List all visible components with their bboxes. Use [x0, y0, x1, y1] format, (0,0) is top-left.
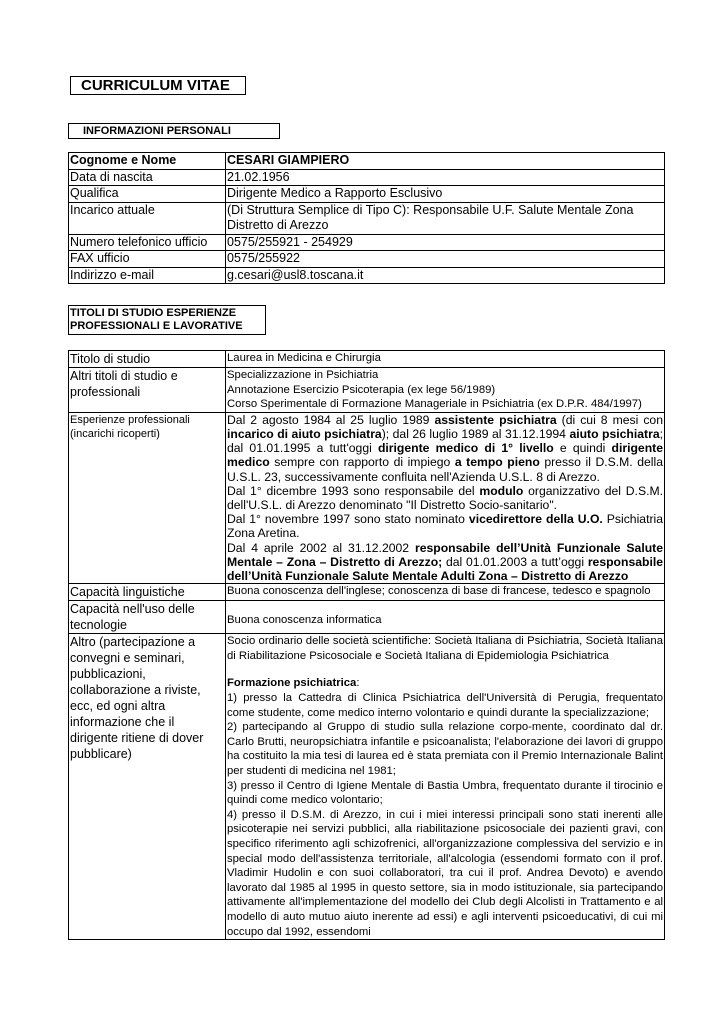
row-value: 21.02.1956 [226, 169, 665, 186]
row-label: Capacità nell'uso delle tecnologie [69, 601, 226, 634]
table-row [69, 267, 665, 284]
row-label: Cognome e Nome [69, 153, 226, 170]
list-item: 4) presso il D.S.M. di Arezzo, in cui i miei interessi principali sono stati inerenti alle psicoterapie nei servizi pubblici, alla riabilitazione psicosociale dei pazienti gravi, con specifico riferimento agli schizofrenici, all'organizzazione complessiva del servizio e in special modo dell'assistenza territoriale, all'alcologia (essendomi formato con il prof. Vladimir Hudolin e con suoi collaboratori, tra cui il prof. Andrea Devoto) e avendo lavorato dal 1985 al 1995 in questo settore, sia in modo istituzionale, sia partecipando attivamente all'implementazione del modello dei Club degli Alcolisti in Trattamento e al modello di auto mutuo aiuto inerente ad essi) e agli interventi psicoeducativi, di cui mi occupo dal 1992, essendomi [227, 808, 663, 938]
row-value [226, 601, 665, 634]
row-label: Esperienze professionali (incarichi ricoperti) [69, 412, 226, 583]
list-item: 2) partecipando al Gruppo di studio sulla relazione corpo-mente, coordinato dal dr. Carlo Brutti, neuropsichiatra infantile e psicoanalista; l'elaborazione dei lavori di gruppo ha costituito la mia tesi di laurea ed è stata premiata con il Premio Internazionale Balint per studenti di medicina nel 1981; [227, 721, 663, 777]
row-value: 0575/255921 - 254929 [226, 234, 665, 251]
row-label: Capacità linguistiche [69, 584, 226, 601]
row-label: Qualifica [69, 186, 226, 203]
table-row [69, 368, 665, 413]
row-label: Altri titoli di studio e professionali [69, 368, 226, 413]
row-value: Laurea in Medicina e Chirurgia [226, 351, 665, 368]
personal-info-table [68, 152, 665, 284]
titoli-heading [68, 305, 266, 335]
experience-paragraph: Dal 1° dicembre 1993 sono responsabile del modulo organizzativo del D.S.M. dell'U.S.L. di Arezzo denominato "Il Distretto Socio-sanitario". [227, 483, 663, 512]
row-value: CESARI GIAMPIERO [226, 153, 665, 170]
row-value: Dirigente Medico a Rapporto Esclusivo [226, 186, 665, 203]
row-value: (Di Struttura Semplice di Tipo C): Responsabile U.F. Salute Mentale Zona Distretto di Arezzo [226, 202, 665, 234]
titoli-table [68, 350, 665, 940]
list-item: 3) presso il Centro di Igiene Mentale di Bastia Umbra, frequentato durante il tirocinio e quindi come medico volontario; [227, 779, 663, 807]
experience-paragraph: Dal 2 agosto 1984 al 25 luglio 1989 assistente psichiatra (di cui 8 mesi con incarico di aiuto psichiatra); dal 26 luglio 1989 al 31.12.1994 aiuto psichiatra; dal 01.01.1995 a tutt'oggi dirigente medico di 1° livello e quindi dirigente medico sempre con rapporto di impiego a tempo pieno presso il D.S.M. della U.S.L. 23, successivamente confluita nell'Azienda U.S.L. 8 di Arezzo. [227, 412, 663, 484]
list-item: Specializzazione in Psichiatria [227, 369, 379, 381]
table-row [69, 412, 665, 583]
row-label: Titolo di studio [69, 351, 226, 368]
personal-info-heading: INFORMAZIONI PERSONALI [68, 123, 280, 139]
table-row [69, 234, 665, 251]
table-row [69, 351, 665, 368]
formazione-heading: Formazione psichiatrica: [227, 677, 360, 690]
table-row [69, 186, 665, 203]
tech-value: Buona conoscenza informatica [227, 614, 382, 627]
table-row [69, 169, 665, 186]
row-value: Buona conoscenza dell'inglese; conoscenza di base di francese, tedesco e spagnolo [226, 584, 665, 601]
row-label: Altro (partecipazione a convegni e seminari, pubblicazioni, collaborazione a riviste, ecc, ed ogni altra informazione che il dirigente ritiene di dover pubblicare) [69, 634, 226, 940]
row-value [226, 412, 665, 583]
list-item: Annotazione Esercizio Psicoterapia (ex lege 56/1989) [227, 383, 496, 396]
table-row [69, 634, 665, 940]
email-value: g.cesari@usl8.toscana.it [226, 267, 665, 284]
experience-paragraph: Dal 1° novembre 1997 sono stato nominato vicedirettore della U.O. Psichiatria Zona Aretina. [227, 512, 664, 541]
experience-paragraph: Dal 4 aprile 2002 al 31.12.2002 responsabile dell’Unità Funzionale Salute Mentale – Zona – Distretto di Arezzo; dal 01.01.2003 a tutt’oggi responsabile dell’Unità Funzionale Salute Mentale Adulti Zona – Distretto di Arezzo [227, 540, 663, 584]
titoli-heading-line: TITOLI DI STUDIO ESPERIENZE [70, 307, 237, 319]
table-row [69, 251, 665, 268]
row-value [226, 368, 665, 413]
row-label: Numero telefonico ufficio [69, 234, 226, 251]
spacer [227, 663, 663, 676]
row-value: 0575/255922 [226, 251, 665, 268]
table-row [69, 584, 665, 601]
cv-title: CURRICULUM VITAE [70, 76, 246, 95]
row-label: Data di nascita [69, 169, 226, 186]
row-value [226, 634, 665, 940]
table-row [69, 601, 665, 634]
row-label: Indirizzo e-mail [69, 267, 226, 284]
table-row [69, 202, 665, 234]
row-label: FAX ufficio [69, 251, 226, 268]
list-item: 1) presso la Cattedra di Clinica Psichiatrica dell'Università di Perugia, frequentato come studente, come medico interno volontario e quindi durante la specializzazione; [227, 692, 663, 719]
list-item: Corso Sperimentale di Formazione Manageriale in Psichiatria (ex D.P.R. 484/1997) [227, 398, 642, 411]
titoli-heading-line: PROFESSIONALI E LAVORATIVE [70, 320, 243, 332]
row-label: Incarico attuale [69, 202, 226, 234]
societies-text: Socio ordinario delle società scientifiche: Società Italiana di Psichiatria, Società Italiana di Riabilitazione Psicosociale e Società Italiana di Epidemiologia Psichiatrica [227, 635, 663, 662]
table-row [69, 153, 665, 170]
